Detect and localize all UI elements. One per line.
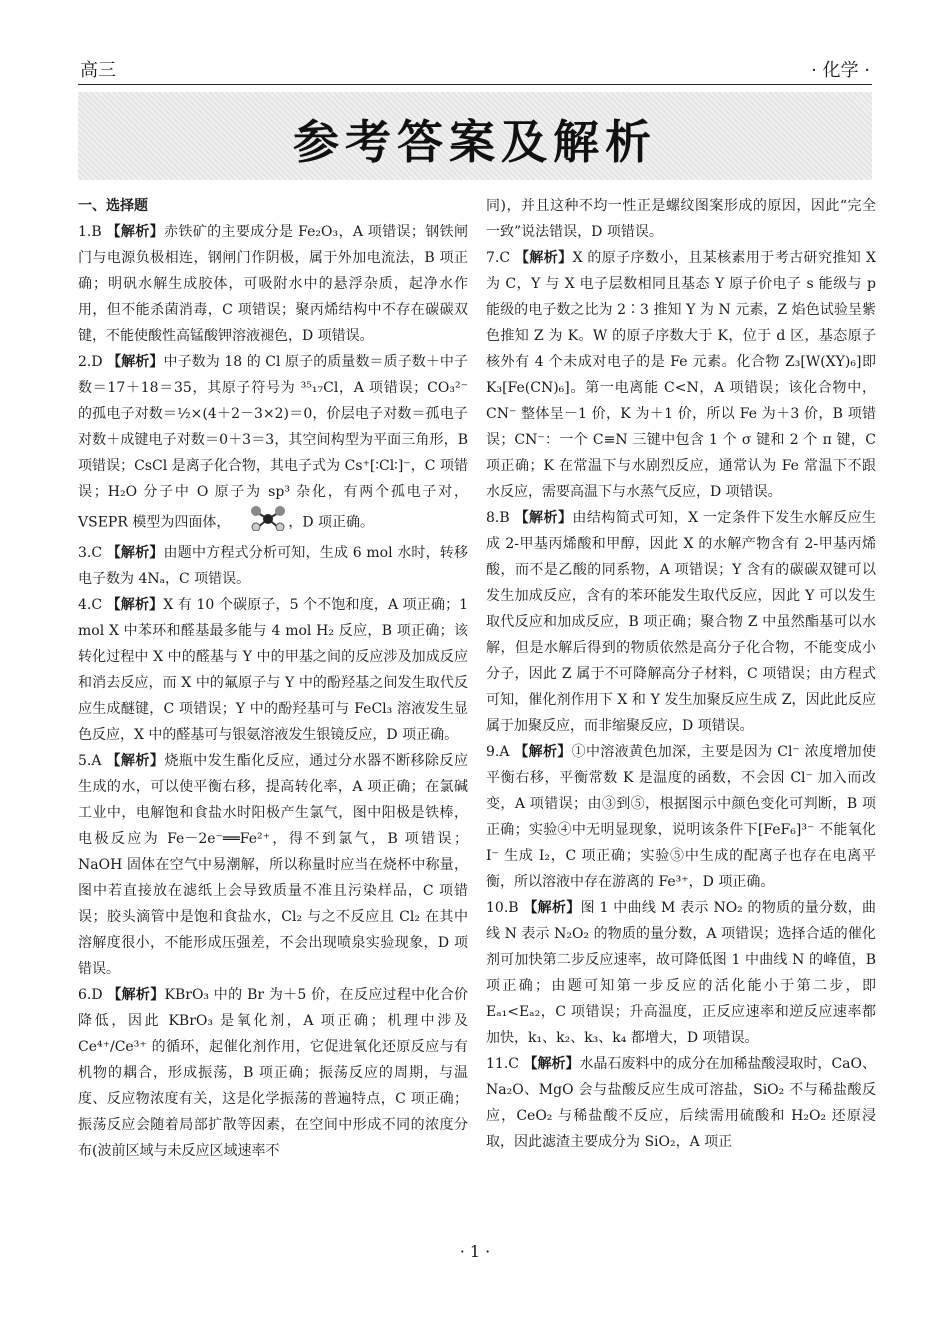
answer-item-2: 2.D 【解析】中子数为 18 的 Cl 原子的质量数＝质子数＋中子数＝17＋18＝35，其原子符号为 ³⁵₁₇Cl，A 项错误；CO₃²⁻ 的孤电子对数＝½×(4＋2－3×2)＝0，价层电子对数＝孤电子对数＋成键电子对数＝0＋3＝3，其空间构型为平面三角形，B 项错误；CsCl 是离子化合物，其电子式为 Cs⁺[∶Cl∶]⁻，C 项错误；H₂O 分子中 O 原子为 sp³ 杂化，有两个孤电子对，VSEPR 模型为四面体， ，D 项正确。 [78, 349, 468, 540]
answer-item-3: 3.C 【解析】由题中方程式分析可知，生成 6 mol 水时，转移电子数为 4Nₐ，C 项错误。 [78, 545, 468, 587]
header-subject: · 化学 · [811, 60, 870, 81]
answer-item-6-continued: 同)，并且这种不均一性正是螺纹图案形成的原因，因此“完全一致”说法错误，D 项错误。 [486, 198, 876, 240]
water-molecule-model-icon [248, 505, 288, 540]
header-divider [78, 84, 872, 85]
answer-item-10: 10.B 【解析】图 1 中曲线 M 表示 NO₂ 的物质的量分数，曲线 N 表示 N₂O₂ 的物质的量分数，A 项错误；选择合适的催化剂可加快第二步反应速率，故可降低图 1 中曲线 N 的峰值，B 项正确；由题可知第一步反应的活化能小于第二步，即 Eₐ₁<Eₐ₂，C 项错误；升高温度，正反应速率和逆反应速率都加快，k₁、k₂、k₃、k₄ 都增大，D 项错误。 [486, 900, 876, 1046]
header-grade: 高三 [80, 60, 116, 81]
page-number: · 1 · [459, 1242, 491, 1261]
answer-item-9: 9.A 【解析】①中溶液黄色加深，主要是因为 Cl⁻ 浓度增加使平衡右移，平衡常数 K 是温度的函数，不会因 Cl⁻ 加入而改变，A 项错误；由③到⑤，根据图示中颜色变化可判断，B 项正确；实验④中无明显现象，说明该条件下[FeF₆]³⁻ 不能氧化 I⁻ 生成 I₂，C 项正确；实验⑤中生成的配离子也存在电离平衡，所以溶液中存在游离的 Fe³⁺，D 项正确。 [486, 744, 876, 890]
section-heading: 一、选择题 [78, 198, 148, 214]
left-column [78, 193, 468, 1164]
answer-item-11: 11.C 【解析】水晶石废料中的成分在加稀盐酸浸取时，CaO、Na₂O、MgO 会与盐酸反应生成可溶盐，SiO₂ 不与稀盐酸反应，CeO₂ 与稀盐酸不反应，后续需用硫酸和 H₂O₂ 还原浸取，因此滤渣主要成分为 SiO₂，A 项正 [486, 1056, 877, 1150]
answer-item-1: 1.B 【解析】赤铁矿的主要成分是 Fe₂O₃，A 项错误；钢铁闸门与电源负极相连，钢闸门作阴极，属于外加电流法，B 项正确；明矾水解生成胶体，可吸附水中的悬浮杂质，起净水作用，但不能杀菌消毒，C 项错误；聚丙烯结构中不存在碳碳双键，不能使酸性高锰酸钾溶液褪色，D 项错误。 [78, 224, 469, 344]
title-banner [78, 92, 872, 180]
answer-item-5: 5.A 【解析】烧瓶中发生酯化反应，通过分水器不断移除反应生成的水，可以使平衡右移，提高转化率，A 项正确；在氯碱工业中，电解饱和食盐水时阳极产生氯气，图中阳极是铁棒，电极反应为 Fe－2e⁻══Fe²⁺，得不到氯气，B 项错误；NaOH 固体在空气中易潮解，所以称量时应当在烧杯中称量，图中若直接放在滤纸上会导致质量不准且污染样品，C 项错误；胶头滴管中是饱和食盐水，Cl₂ 与之不反应且 Cl₂ 在其中溶解度很小，不能形成压强差，不会出现喷泉实验现象，D 项错误。 [78, 753, 469, 977]
answer-item-8: 8.B 【解析】由结构简式可知，X 一定条件下发生水解反应生成 2-甲基丙烯酸和甲醇，因此 X 的水解产物含有 2-甲基丙烯酸，而不是乙酸的同系物，A 项错误；Y 含有的碳碳双键可以发生加成反应，含有的苯环能发生取代反应，因此 Y 可以发生取代反应和加成反应，B 项正确；聚合物 Z 中虽然酯基可以水解，但是水解后得到的物质依然是高分子化合物，不能变成小分子，因此 Z 属于不可降解高分子材料，C 项错误；由方程式可知，催化剂作用下 X 和 Y 发生加聚反应生成 Z，因此此反应属于加聚反应，而非缩聚反应，D 项错误。 [486, 510, 877, 734]
answer-item-4: 4.C 【解析】X 有 10 个碳原子，5 个不饱和度，A 项正确；1 mol X 中苯环和醛基最多能与 4 mol H₂ 反应，B 项正确；该转化过程中 X 中的醛基与 Y 中的甲基之间的反应涉及加成反应和消去反应，而 X 中的氟原子与 Y 中的酚羟基之间发生取代反应生成醚键，C 项错误；Y 中的酚羟基可与 FeCl₃ 溶液发生显色反应，X 中的醛基可与银氨溶液发生银镜反应，D 项正确。 [78, 597, 468, 743]
answer-item-6: 6.D 【解析】KBrO₃ 中的 Br 为＋5 价，在反应过程中化合价降低，因此 KBrO₃ 是氧化剂，A 项正确；机理中涉及 Ce⁴⁺/Ce³⁺ 的循环，起催化剂作用，它促进氧化还原反应与有机物的耦合，形成振荡，B 项正确；振荡反应的周期，与温度、反应物浓度有关，这是化学振荡的普遍特点，C 项正确；振荡反应会随着局部扩散等因素，在空间中形成不同的浓度分布(波前区域与未反应区域速率不 [78, 987, 469, 1159]
page-title: 参考答案及解析 [293, 115, 657, 169]
answer-item-7: 7.C 【解析】X 的原子序数小，且某核素用于考古研究推知 X 为 C，Y 与 X 电子层数相同且基态 Y 原子价电子 s 能级与 p 能级的电子数之比为 2∶3 推知 Y 为 N 元素，Z 焰色试验呈紫色推知 Z 为 K。W 的原子序数大于 K，位于 d 区，基态原子核外有 4 个未成对电子的是 Fe 元素。化合物 Z₃[W(XY)₆]即 K₃[Fe(CN)₆]。第一电离能 C<N，A 项错误；该化合物中，CN⁻ 整体呈－1 价，K 为＋1 价，所以 Fe 为＋3 价，B 项错误；CN⁻：一个 C≡N 三键中包含 1 个 σ 键和 2 个 π 键，C 项正确；K 在常温下与水剧烈反应，通常认为 Fe 常温下不跟水反应，需要高温下与水蒸气反应，D 项错误。 [486, 250, 876, 500]
right-column [486, 193, 876, 1155]
